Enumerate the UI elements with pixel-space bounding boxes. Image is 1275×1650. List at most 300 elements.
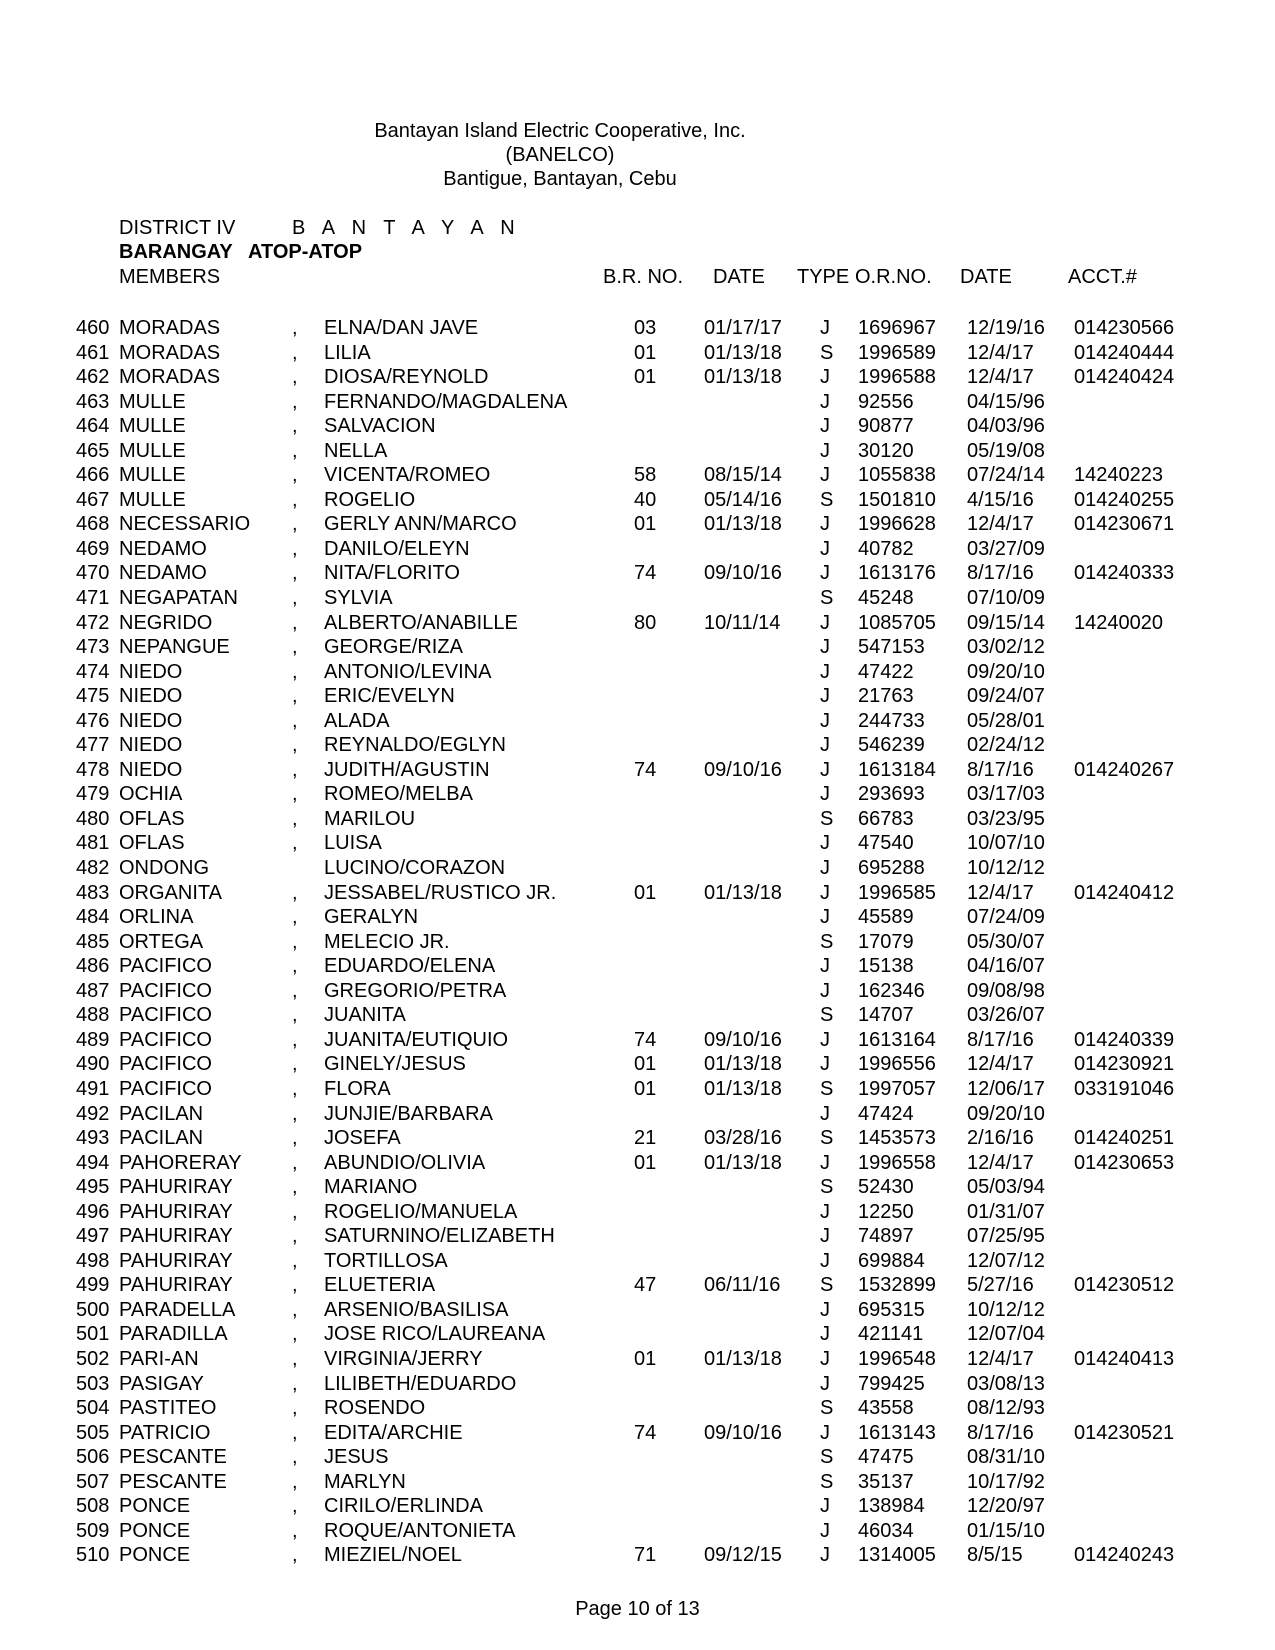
table-row bbox=[0, 1175, 1275, 1200]
last-name: PAHURIRAY bbox=[119, 1225, 233, 1248]
or-no: 293693 bbox=[858, 783, 925, 806]
last-name: PAHURIRAY bbox=[119, 1249, 233, 1272]
last-name: NEDAMO bbox=[119, 537, 207, 560]
row-number: 476 bbox=[76, 709, 110, 732]
last-name: PACIFICO bbox=[119, 1028, 212, 1051]
row-number: 497 bbox=[76, 1225, 110, 1248]
br-date: 09/10/16 bbox=[704, 758, 782, 781]
last-name: NIEDO bbox=[119, 685, 183, 708]
last-name: PACIFICO bbox=[119, 955, 212, 978]
account-number: 014230512 bbox=[1074, 1274, 1175, 1297]
or-no: 1997057 bbox=[858, 1077, 936, 1100]
last-name: PACIFICO bbox=[119, 979, 212, 1002]
account-number: 014240339 bbox=[1074, 1028, 1175, 1051]
membership-type: J bbox=[820, 783, 830, 806]
membership-type: J bbox=[820, 1249, 830, 1272]
membership-type: J bbox=[820, 415, 830, 438]
name-separator: , bbox=[292, 1225, 298, 1248]
br-no: 74 bbox=[634, 1421, 657, 1444]
or-no: 546239 bbox=[858, 734, 925, 757]
membership-type: J bbox=[820, 832, 830, 855]
last-name: PAHORERAY bbox=[119, 1151, 242, 1174]
name-separator: , bbox=[292, 1372, 298, 1395]
row-number: 472 bbox=[76, 611, 110, 634]
barangay-label: BARANGAY bbox=[119, 241, 233, 263]
membership-type: J bbox=[820, 1495, 830, 1518]
or-no: 162346 bbox=[858, 979, 925, 1002]
name-separator: , bbox=[292, 439, 298, 462]
name-separator: , bbox=[292, 1200, 298, 1223]
account-number: 014230566 bbox=[1074, 317, 1175, 339]
br-no: 47 bbox=[634, 1274, 657, 1297]
table-row bbox=[0, 1470, 1275, 1495]
name-separator: , bbox=[292, 587, 298, 610]
row-number: 504 bbox=[76, 1397, 110, 1420]
first-names: GINELY/JESUS bbox=[324, 1053, 466, 1076]
or-no: 138984 bbox=[858, 1495, 925, 1518]
first-names: JESUS bbox=[324, 1446, 389, 1469]
row-number: 480 bbox=[76, 807, 110, 830]
or-date: 02/24/12 bbox=[967, 734, 1045, 757]
membership-type: J bbox=[820, 660, 830, 683]
table-row bbox=[0, 807, 1275, 832]
or-date: 07/24/09 bbox=[967, 906, 1045, 929]
last-name: PARADILLA bbox=[119, 1323, 228, 1346]
or-date: 12/19/16 bbox=[967, 317, 1045, 339]
br-date: 01/13/18 bbox=[704, 1151, 782, 1174]
last-name: MORADAS bbox=[119, 366, 221, 389]
first-names: ROQUE/ANTONIETA bbox=[324, 1519, 516, 1542]
row-number: 466 bbox=[76, 464, 110, 487]
account-number: 014240251 bbox=[1074, 1127, 1175, 1150]
br-date: 08/15/14 bbox=[704, 464, 782, 487]
first-names: CIRILO/ERLINDA bbox=[324, 1495, 483, 1518]
or-date: 09/20/10 bbox=[967, 660, 1045, 683]
org-abbreviation: (BANELCO) bbox=[505, 144, 615, 166]
barangay-name: ATOP-ATOP bbox=[248, 241, 363, 263]
or-date: 08/31/10 bbox=[967, 1446, 1045, 1469]
account-number: 14240223 bbox=[1074, 464, 1163, 487]
first-names: ELUETERIA bbox=[324, 1274, 436, 1297]
last-name: PACILAN bbox=[119, 1127, 204, 1150]
membership-type: J bbox=[820, 439, 830, 462]
name-separator: , bbox=[292, 562, 298, 585]
or-date: 10/12/12 bbox=[967, 857, 1045, 880]
membership-type: S bbox=[820, 1397, 834, 1420]
row-number: 488 bbox=[76, 1004, 110, 1027]
row-number: 499 bbox=[76, 1274, 110, 1297]
or-no: 1996558 bbox=[858, 1151, 936, 1174]
row-number: 510 bbox=[76, 1544, 110, 1567]
last-name: ORLINA bbox=[119, 906, 194, 929]
last-name: MULLE bbox=[119, 390, 186, 413]
membership-type: J bbox=[820, 1028, 830, 1051]
or-no: 66783 bbox=[858, 807, 914, 830]
name-separator: , bbox=[292, 366, 298, 389]
or-date: 09/15/14 bbox=[967, 611, 1045, 634]
last-name: PAHURIRAY bbox=[119, 1274, 233, 1297]
last-name: PACILAN bbox=[119, 1102, 204, 1125]
membership-type: J bbox=[820, 1347, 830, 1370]
name-separator: , bbox=[292, 636, 298, 659]
table-row bbox=[0, 1052, 1275, 1077]
or-no: 45589 bbox=[858, 906, 914, 929]
table-row bbox=[0, 1102, 1275, 1127]
or-no: 43558 bbox=[858, 1397, 914, 1420]
or-no: 695315 bbox=[858, 1298, 925, 1321]
or-date: 04/03/96 bbox=[967, 415, 1045, 438]
row-number: 508 bbox=[76, 1495, 110, 1518]
name-separator: , bbox=[292, 464, 298, 487]
first-names: LILIA bbox=[324, 341, 371, 364]
br-date: 01/13/18 bbox=[704, 1077, 782, 1100]
row-number: 471 bbox=[76, 587, 110, 610]
or-no: 1996589 bbox=[858, 341, 936, 364]
table-row bbox=[0, 439, 1275, 464]
membership-type: J bbox=[820, 1323, 830, 1346]
account-number: 014240333 bbox=[1074, 562, 1175, 585]
name-separator: , bbox=[292, 1077, 298, 1100]
table-row bbox=[0, 1126, 1275, 1151]
row-number: 490 bbox=[76, 1053, 110, 1076]
last-name: PONCE bbox=[119, 1519, 191, 1542]
last-name: MULLE bbox=[119, 415, 186, 438]
br-date: 01/13/18 bbox=[704, 1347, 782, 1370]
membership-type: J bbox=[820, 1519, 830, 1542]
last-name: NIEDO bbox=[119, 758, 183, 781]
last-name: PONCE bbox=[119, 1544, 191, 1567]
table-row bbox=[0, 1543, 1275, 1568]
or-date: 12/4/17 bbox=[967, 1347, 1034, 1370]
last-name: PONCE bbox=[119, 1495, 191, 1518]
first-names: SATURNINO/ELIZABETH bbox=[324, 1225, 555, 1248]
org-address: Bantigue, Bantayan, Cebu bbox=[443, 168, 677, 190]
row-number: 477 bbox=[76, 734, 110, 757]
membership-type: J bbox=[820, 366, 830, 389]
membership-type: J bbox=[820, 1151, 830, 1174]
name-separator: , bbox=[292, 660, 298, 683]
last-name: ORTEGA bbox=[119, 930, 204, 953]
membership-type: J bbox=[820, 390, 830, 413]
or-no: 1696967 bbox=[858, 317, 936, 339]
row-number: 475 bbox=[76, 685, 110, 708]
table-row bbox=[0, 1298, 1275, 1323]
membership-type: J bbox=[820, 906, 830, 929]
row-number: 500 bbox=[76, 1298, 110, 1321]
or-date: 12/4/17 bbox=[967, 366, 1034, 389]
row-number: 502 bbox=[76, 1347, 110, 1370]
org-name: Bantayan Island Electric Cooperative, Inc. bbox=[374, 120, 746, 142]
or-date: 12/4/17 bbox=[967, 513, 1034, 536]
table-row bbox=[0, 905, 1275, 930]
account-number: 014230521 bbox=[1074, 1421, 1175, 1444]
membership-type: S bbox=[820, 587, 834, 610]
first-names: JUNJIE/BARBARA bbox=[324, 1102, 493, 1125]
table-row bbox=[0, 635, 1275, 660]
table-row bbox=[0, 586, 1275, 611]
last-name: PACIFICO bbox=[119, 1004, 212, 1027]
first-names: EDITA/ARCHIE bbox=[324, 1421, 463, 1444]
or-no: 47540 bbox=[858, 832, 914, 855]
table-row bbox=[0, 660, 1275, 685]
row-number: 482 bbox=[76, 857, 110, 880]
membership-type: S bbox=[820, 1004, 834, 1027]
or-no: 92556 bbox=[858, 390, 914, 413]
table-row bbox=[0, 390, 1275, 415]
br-no: 01 bbox=[634, 1077, 657, 1100]
first-names: NITA/FLORITO bbox=[324, 562, 460, 585]
account-number: 014240267 bbox=[1074, 758, 1175, 781]
membership-type: J bbox=[820, 758, 830, 781]
table-row bbox=[0, 1077, 1275, 1102]
first-names: GERLY ANN/MARCO bbox=[324, 513, 517, 536]
first-names: JUDITH/AGUSTIN bbox=[324, 758, 490, 781]
account-number: 014240255 bbox=[1074, 488, 1175, 511]
table-row bbox=[0, 1028, 1275, 1053]
or-date: 07/24/14 bbox=[967, 464, 1045, 487]
or-date: 08/12/93 bbox=[967, 1397, 1045, 1420]
or-date: 12/4/17 bbox=[967, 1053, 1034, 1076]
name-separator: , bbox=[292, 930, 298, 953]
type-header: TYPE bbox=[797, 266, 850, 288]
or-no: 46034 bbox=[858, 1519, 914, 1542]
name-separator: , bbox=[292, 611, 298, 634]
row-number: 462 bbox=[76, 366, 110, 389]
membership-type: J bbox=[820, 734, 830, 757]
table-row bbox=[0, 341, 1275, 366]
or-date: 5/27/16 bbox=[967, 1274, 1034, 1297]
last-name: MORADAS bbox=[119, 317, 221, 339]
or-no: 699884 bbox=[858, 1249, 925, 1272]
first-names: VIRGINIA/JERRY bbox=[324, 1347, 483, 1370]
name-separator: , bbox=[292, 1347, 298, 1370]
membership-type: J bbox=[820, 562, 830, 585]
table-row bbox=[0, 1347, 1275, 1372]
or-date: 04/15/96 bbox=[967, 390, 1045, 413]
membership-type: J bbox=[820, 955, 830, 978]
account-number: 14240020 bbox=[1074, 611, 1163, 634]
table-row bbox=[0, 1396, 1275, 1421]
br-no: 80 bbox=[634, 611, 657, 634]
or-no: 12250 bbox=[858, 1200, 914, 1223]
table-row bbox=[0, 856, 1275, 881]
br-no: 40 bbox=[634, 488, 657, 511]
or-date: 09/24/07 bbox=[967, 685, 1045, 708]
or-date: 01/31/07 bbox=[967, 1200, 1045, 1223]
or-date: 12/20/97 bbox=[967, 1495, 1045, 1518]
or-no: 1055838 bbox=[858, 464, 936, 487]
first-names: ROGELIO/MANUELA bbox=[324, 1200, 518, 1223]
table-row bbox=[0, 1494, 1275, 1519]
br-no: 21 bbox=[634, 1127, 657, 1150]
br-no: 03 bbox=[634, 317, 657, 339]
name-separator: , bbox=[292, 1053, 298, 1076]
membership-type: J bbox=[820, 709, 830, 732]
table-row bbox=[0, 782, 1275, 807]
membership-type: S bbox=[820, 1274, 834, 1297]
or-date: 10/12/12 bbox=[967, 1298, 1045, 1321]
table-row bbox=[0, 365, 1275, 390]
last-name: MORADAS bbox=[119, 341, 221, 364]
first-names: MARIANO bbox=[324, 1176, 418, 1199]
last-name: NECESSARIO bbox=[119, 513, 251, 536]
row-number: 461 bbox=[76, 341, 110, 364]
name-separator: , bbox=[292, 1127, 298, 1150]
table-row bbox=[0, 414, 1275, 439]
or-no: 74897 bbox=[858, 1225, 914, 1248]
or-date: 09/08/98 bbox=[967, 979, 1045, 1002]
first-names: FLORA bbox=[324, 1077, 391, 1100]
membership-type: S bbox=[820, 341, 834, 364]
membership-type: J bbox=[820, 636, 830, 659]
name-separator: , bbox=[292, 783, 298, 806]
first-names: GEORGE/RIZA bbox=[324, 636, 463, 659]
or-date: 8/17/16 bbox=[967, 758, 1034, 781]
last-name: PARI-AN bbox=[119, 1347, 199, 1370]
or-date: 12/07/12 bbox=[967, 1249, 1045, 1272]
or-date: 07/25/95 bbox=[967, 1225, 1045, 1248]
membership-type: J bbox=[820, 1544, 830, 1567]
acct-header: ACCT.# bbox=[1068, 266, 1137, 288]
last-name: NEDAMO bbox=[119, 562, 207, 585]
or-date: 12/06/17 bbox=[967, 1077, 1045, 1100]
first-names: JUANITA bbox=[324, 1004, 406, 1027]
membership-type: J bbox=[820, 611, 830, 634]
name-separator: , bbox=[292, 1151, 298, 1174]
last-name: NIEDO bbox=[119, 734, 183, 757]
table-row bbox=[0, 684, 1275, 709]
or-no: 52430 bbox=[858, 1176, 914, 1199]
name-separator: , bbox=[292, 1397, 298, 1420]
row-number: 491 bbox=[76, 1077, 110, 1100]
or-date: 12/07/04 bbox=[967, 1323, 1045, 1346]
br-date: 09/10/16 bbox=[704, 1421, 782, 1444]
or-no: 14707 bbox=[858, 1004, 914, 1027]
name-separator: , bbox=[292, 1544, 298, 1567]
or-date: 03/02/12 bbox=[967, 636, 1045, 659]
membership-type: J bbox=[820, 464, 830, 487]
or-no: 47422 bbox=[858, 660, 914, 683]
account-number: 014240413 bbox=[1074, 1347, 1175, 1370]
table-row bbox=[0, 733, 1275, 758]
or-no: 1453573 bbox=[858, 1127, 936, 1150]
br-no-header: B.R. NO. bbox=[603, 266, 684, 288]
table-row bbox=[0, 537, 1275, 562]
first-names: LUISA bbox=[324, 832, 382, 855]
or-no: 1613143 bbox=[858, 1421, 936, 1444]
or-no: 1996588 bbox=[858, 366, 936, 389]
last-name: PAHURIRAY bbox=[119, 1176, 233, 1199]
row-number: 486 bbox=[76, 955, 110, 978]
membership-type: J bbox=[820, 1298, 830, 1321]
first-names: NELLA bbox=[324, 439, 388, 462]
table-row bbox=[0, 1273, 1275, 1298]
or-date: 12/4/17 bbox=[967, 341, 1034, 364]
account-number: 014240424 bbox=[1074, 366, 1175, 389]
row-number: 505 bbox=[76, 1421, 110, 1444]
first-names: ARSENIO/BASILISA bbox=[324, 1298, 509, 1321]
br-date: 09/10/16 bbox=[704, 562, 782, 585]
membership-type: J bbox=[820, 857, 830, 880]
first-names: ROMEO/MELBA bbox=[324, 783, 473, 806]
or-date: 12/4/17 bbox=[967, 881, 1034, 904]
row-number: 474 bbox=[76, 660, 110, 683]
row-number: 481 bbox=[76, 832, 110, 855]
name-separator: , bbox=[292, 979, 298, 1002]
first-names: JOSEFA bbox=[324, 1127, 401, 1150]
table-row bbox=[0, 758, 1275, 783]
row-number: 501 bbox=[76, 1323, 110, 1346]
membership-type: J bbox=[820, 317, 830, 339]
row-number: 467 bbox=[76, 488, 110, 511]
membership-type: J bbox=[820, 1225, 830, 1248]
or-date: 4/15/16 bbox=[967, 488, 1034, 511]
name-separator: , bbox=[292, 1028, 298, 1051]
row-number: 509 bbox=[76, 1519, 110, 1542]
membership-type: S bbox=[820, 1127, 834, 1150]
first-names: MARILOU bbox=[324, 807, 416, 830]
table-row bbox=[0, 1200, 1275, 1225]
first-names: ROGELIO bbox=[324, 488, 416, 511]
last-name: PARADELLA bbox=[119, 1298, 236, 1321]
or-date: 03/27/09 bbox=[967, 537, 1045, 560]
first-names: MELECIO JR. bbox=[324, 930, 450, 953]
first-names: LUCINO/CORAZON bbox=[324, 857, 506, 880]
br-date: 03/28/16 bbox=[704, 1127, 782, 1150]
membership-type: J bbox=[820, 1421, 830, 1444]
last-name: PESCANTE bbox=[119, 1446, 227, 1469]
last-name: NEGAPATAN bbox=[119, 587, 238, 610]
table-row bbox=[0, 831, 1275, 856]
name-separator: , bbox=[292, 513, 298, 536]
membership-type: J bbox=[820, 1102, 830, 1125]
or-no: 15138 bbox=[858, 955, 914, 978]
br-date: 09/12/15 bbox=[704, 1544, 782, 1567]
table-row bbox=[0, 561, 1275, 586]
membership-type: S bbox=[820, 807, 834, 830]
name-separator: , bbox=[292, 415, 298, 438]
name-separator: , bbox=[292, 807, 298, 830]
name-separator: , bbox=[292, 1004, 298, 1027]
or-no: 17079 bbox=[858, 930, 914, 953]
row-number: 503 bbox=[76, 1372, 110, 1395]
name-separator: , bbox=[292, 390, 298, 413]
or-date: 2/16/16 bbox=[967, 1127, 1034, 1150]
membership-type: J bbox=[820, 979, 830, 1002]
or-date: 03/17/03 bbox=[967, 783, 1045, 806]
br-no: 01 bbox=[634, 513, 657, 536]
table-row bbox=[0, 1249, 1275, 1274]
row-number: 498 bbox=[76, 1249, 110, 1272]
table-row bbox=[0, 463, 1275, 488]
br-date: 06/11/16 bbox=[704, 1274, 781, 1297]
or-no: 1996628 bbox=[858, 513, 936, 536]
table-row bbox=[0, 709, 1275, 734]
row-number: 464 bbox=[76, 415, 110, 438]
first-names: DIOSA/REYNOLD bbox=[324, 366, 489, 389]
membership-type: S bbox=[820, 930, 834, 953]
row-number: 493 bbox=[76, 1127, 110, 1150]
br-date: 09/10/16 bbox=[704, 1028, 782, 1051]
or-no: 21763 bbox=[858, 685, 914, 708]
page-number: Page 10 of 13 bbox=[575, 1598, 700, 1620]
membership-type: J bbox=[820, 513, 830, 536]
name-separator: , bbox=[292, 906, 298, 929]
last-name: NIEDO bbox=[119, 660, 183, 683]
last-name: OFLAS bbox=[119, 807, 185, 830]
name-separator: , bbox=[292, 1274, 298, 1297]
membership-type: J bbox=[820, 1372, 830, 1395]
